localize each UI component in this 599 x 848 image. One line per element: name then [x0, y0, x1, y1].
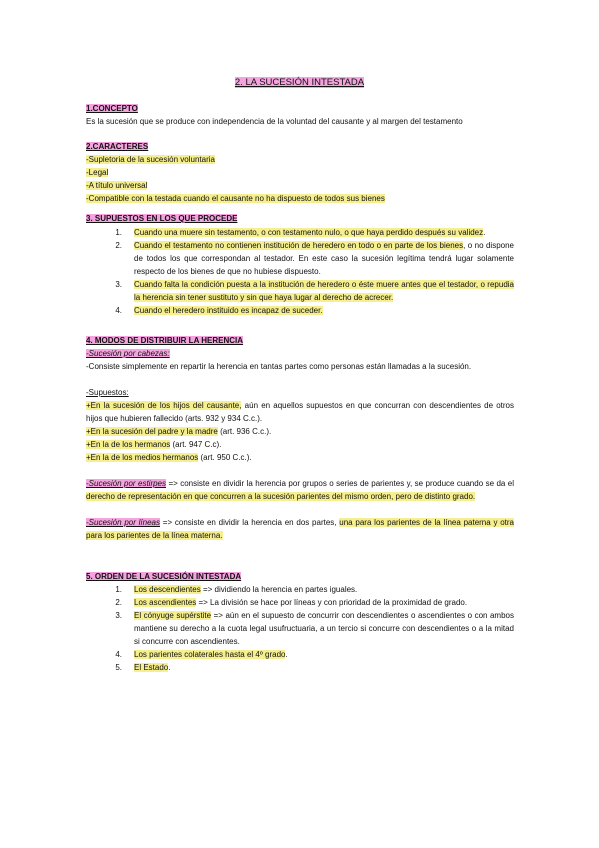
lineas-text: => consiste en dividir la herencia en dos partes,	[160, 518, 340, 527]
list-text: .	[483, 228, 486, 237]
list-text: .	[285, 650, 288, 659]
list-text: .	[168, 663, 171, 672]
orden-list	[108, 583, 514, 674]
list-highlight: El cónyuge supérstite	[134, 611, 212, 620]
list-highlight: Cuando el testamento no contienen institución de heredero en todo o en parte de los bienes	[134, 241, 464, 250]
heading-orden: 5. ORDEN DE LA SUCESIÓN INTESTADA	[86, 572, 242, 581]
list-number: 1.	[115, 585, 122, 594]
title-text: 2. LA SUCESIÓN INTESTADA	[234, 77, 365, 88]
list-highlight: Los parientes colaterales hasta el 4º grado	[134, 650, 286, 659]
list-highlight: Cuando una muere sin testamento, o con testamento nulo, o que haya perdido después su validez	[134, 228, 484, 237]
list-number: 2.	[115, 598, 122, 607]
list-item	[108, 304, 514, 317]
list-item	[108, 648, 514, 661]
lineas-label: -Sucesión por líneas	[86, 518, 161, 527]
lineas-highlight: una para los parientes de la línea paterna y otra para los parientes de la línea materna.	[86, 518, 515, 540]
sup-text: aún en aquellos supuestos en que concurran con descendientes de otros hijos que hubieren fallecido (arts. 932 y 934 C.c.).	[86, 401, 514, 423]
list-item	[108, 661, 514, 674]
sup-highlight: +En la sucesión de los hijos del causante,	[86, 401, 242, 410]
list-number: 3.	[115, 611, 122, 620]
list-item	[108, 583, 514, 596]
sup-highlight: +En la de los hermanos	[86, 440, 171, 449]
cabezas-label: -Sucesión por cabezas:	[86, 349, 170, 358]
list-item	[108, 278, 514, 304]
document-title	[0, 76, 599, 90]
heading-modos: 4. MODOS DE DISTRIBUIR LA HERENCIA	[86, 336, 244, 345]
list-number: 4.	[115, 306, 122, 315]
heading-supuestos: 3. SUPUESTOS EN LOS QUE PROCEDE	[86, 214, 238, 223]
list-highlight: Los descendientes	[134, 585, 201, 594]
heading-caracteres: 2.CARACTERES	[86, 142, 149, 151]
concepto-text: Es la sucesión que se produce con independencia de la voluntad del causante y al margen del testamento	[86, 117, 463, 126]
section-supuestos	[86, 212, 514, 225]
list-number: 3.	[115, 280, 122, 289]
list-highlight: Cuando el heredero instituido es incapaz de suceder.	[134, 306, 323, 315]
sup-highlight: +En la de los medios hermanos	[86, 453, 199, 462]
list-item	[108, 609, 514, 648]
sup-text: (art. 950 C.c.).	[198, 453, 252, 462]
list-text: , o no dispone de todos los que correspondan al testador. En este caso la sucesión legítima tendrá lugar solamente respecto de los bienes de que no hubiese dispuesto.	[134, 241, 514, 276]
list-item	[108, 239, 514, 278]
supuestos-label: -Supuestos:	[86, 388, 129, 397]
list-text: => dividiendo la herencia en partes iguales.	[200, 585, 358, 594]
list-number: 5.	[115, 663, 122, 672]
cabezas-text: -Consiste simplemente en repartir la herencia en tantas partes como personas están llamadas a la sucesión.	[86, 362, 472, 371]
list-number: 4.	[115, 650, 122, 659]
estirpes-text: => consiste en dividir la herencia por grupos o series de parientes y, se produce cuando se da el	[166, 479, 515, 488]
caracter-item: -Compatible con la testada cuando el causante no ha dispuesto de todos sus bienes	[86, 194, 385, 203]
list-number: 1.	[115, 228, 122, 237]
estirpes-label: -Sucesión por estirpes	[86, 479, 167, 488]
list-text: => aún en el supuesto de concurrir con descendientes o ascendientes o con ambos mantiene su derecho a la cuota legal usufructuaria, a un tercio si concurre con descendientes o a la mitad si concurre con ascendientes.	[134, 611, 514, 646]
caracter-item: -A título universal	[86, 181, 148, 190]
section-modos	[86, 334, 514, 542]
list-item	[108, 596, 514, 609]
sup-highlight: +En la sucesión del padre y la madre	[86, 427, 218, 436]
section-caracteres	[86, 140, 514, 205]
heading-concepto: 1.CONCEPTO	[86, 104, 138, 113]
list-item	[108, 226, 514, 239]
estirpes-highlight: derecho de representación en que concurren a la sucesión parientes del mismo orden, pero de distinto grado.	[86, 492, 476, 501]
section-concepto	[86, 102, 514, 128]
section-orden	[86, 570, 514, 583]
list-number: 2.	[115, 241, 122, 250]
list-highlight: Los ascendientes	[134, 598, 197, 607]
sup-text: (art. 936 C.c.).	[217, 427, 272, 436]
list-highlight: Cuando falta la condición puesta a la institución de heredero o éste muere antes que el testador, o repudia la herencia sin tener sustituto y sin que haya lugar al derecho de acrecer.	[134, 280, 514, 302]
list-text: => La división se hace por líneas y con prioridad de la proximidad de grado.	[196, 598, 468, 607]
supuestos-list	[108, 226, 514, 317]
caracter-item: -Supletoria de la sucesión voluntaria	[86, 155, 215, 164]
sup-text: (art. 947 C.c).	[170, 440, 222, 449]
caracter-item: -Legal	[86, 168, 109, 177]
list-highlight: El Estado	[134, 663, 169, 672]
